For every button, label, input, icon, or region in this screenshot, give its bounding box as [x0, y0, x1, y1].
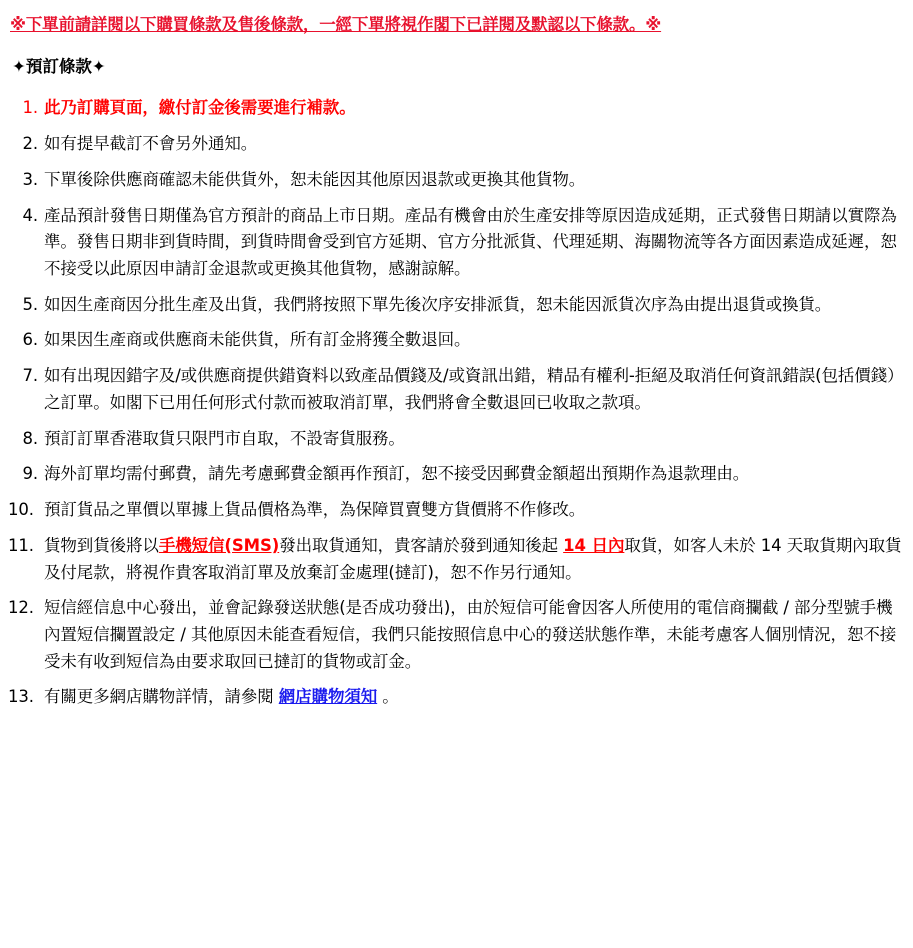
shopping-guide-link[interactable]: 網店購物須知	[278, 687, 378, 707]
term-text-run: 發出取貨通知，貴客請於發到通知後起	[279, 535, 564, 555]
term-text: 如有出現因錯字及/或供應商提供錯資料以致產品價錢及/或資訊出錯，精品有權利-拒絕及取消任何資訊錯誤(包括價錢）之訂單。如閣下已用任何形式付款而被取消訂單，我們將會全數退回已收取之款項。	[44, 366, 896, 412]
term-item	[8, 461, 903, 488]
term-text: 如因生產商因分批生產及出貨，我們將按照下單先後次序安排派貨，恕未能因派貨次序為由提出退貨或換貨。	[44, 294, 832, 314]
emphasis-text: 14 日內	[563, 535, 625, 555]
term-text-run: 。	[377, 687, 399, 707]
term-number: 6.	[22, 330, 38, 350]
term-item	[8, 684, 903, 711]
term-number: 11.	[8, 535, 34, 555]
term-item	[8, 327, 903, 354]
term-number: 1.	[22, 98, 38, 118]
term-text: 預訂訂單香港取貨只限門市自取，不設寄貨服務。	[44, 428, 405, 448]
term-item	[8, 95, 903, 122]
terms-list	[8, 95, 903, 711]
term-text: 如果因生產商或供應商未能供貨，所有訂金將獲全數退回。	[44, 330, 471, 350]
term-text-run: 貨物到貨後將以	[44, 535, 159, 555]
term-number: 5.	[22, 294, 38, 314]
term-number: 9.	[22, 464, 38, 484]
term-number: 7.	[22, 366, 38, 386]
term-item	[8, 533, 903, 586]
section-title: ✦預訂條款✦	[12, 57, 106, 77]
term-text-run: 取貨，如客人未於 14 天取貨期內取貨及付尾款，將視作貴客取消訂單及放棄訂金處理(撻訂)，恕不作另行通知。	[44, 535, 902, 582]
term-text: 如有提早截訂不會另外通知。	[44, 134, 258, 154]
term-item	[8, 426, 903, 453]
term-number: 12.	[8, 598, 34, 618]
term-number: 2.	[22, 134, 38, 154]
term-number: 8.	[22, 428, 38, 448]
term-item	[8, 167, 903, 194]
term-item	[8, 203, 903, 283]
term-text	[44, 684, 903, 711]
term-text: 下單後除供應商確認未能供貨外，恕未能因其他原因退款或更換其他貨物。	[44, 169, 586, 189]
term-text: 此乃訂購頁面，繳付訂金後需要進行補款。	[44, 98, 356, 118]
term-item	[8, 292, 903, 319]
term-number: 13.	[8, 687, 34, 707]
term-text-run: 有關更多網店購物詳情，請參閱	[44, 687, 279, 707]
term-item	[8, 497, 903, 524]
term-item	[8, 595, 903, 675]
term-text: 短信經信息中心發出，並會記錄發送狀態(是否成功發出)，由於短信可能會因客人所使用的電信商攔截 / 部分型號手機內置短信攔置設定 / 其他原因未能查看短信，我們只能按照信息中心的發送狀態作準，未能考慮客人個別情況，恕不接受未有收到短信為由要求取回已撻訂的貨物或訂金。	[44, 598, 897, 671]
term-item	[8, 363, 903, 416]
top-notice: ※下單前請詳閱以下購買條款及售後條款，一經下單將視作閣下已詳閱及默認以下條款。※	[10, 15, 662, 34]
term-text: 預訂貨品之單價以單據上貨品價格為準，為保障買賣雙方貨價將不作修改。	[44, 500, 586, 520]
term-text: 產品預計發售日期僅為官方預計的商品上市日期。產品有機會由於生產安排等原因造成延期，正式發售日期請以實際為準。發售日期非到貨時間，到貨時間會受到官方延期、官方分批派貨、代理延期、海關物流等各方面因素造成延遲，恕不接受以此原因申請訂金退款或更換其他貨物，感謝諒解。	[44, 205, 897, 279]
term-number: 4.	[22, 205, 38, 225]
term-text: 海外訂單均需付郵費，請先考慮郵費金額再作預訂，恕不接受因郵費金額超出預期作為退款理由。	[44, 464, 750, 484]
term-item	[8, 131, 903, 158]
term-text	[44, 533, 903, 586]
term-number: 10.	[8, 500, 34, 520]
emphasis-text: 手機短信(SMS)	[158, 535, 280, 555]
term-number: 3.	[22, 169, 38, 189]
